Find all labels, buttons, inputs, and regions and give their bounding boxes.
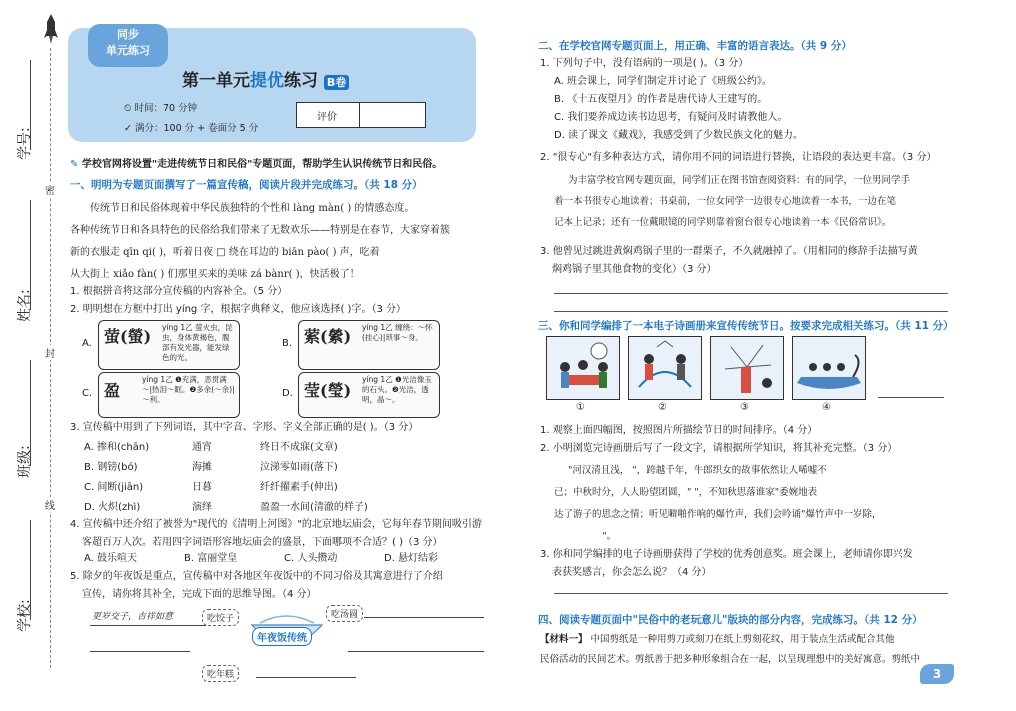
sec2-q2: 2. "很专心"有多种表达方式，请你用不同的词语进行替换，让语段的表达更丰富。（3 分） — [540, 152, 937, 163]
passage-line-4: 从大街上 xiǎo fàn( ) 们那里买来的美味 zá bànr( )，快活极了！ — [70, 269, 360, 280]
sec2-q1-option-b[interactable]: B. 《十五夜望月》的作者是唐代诗人王建写的。 — [554, 94, 768, 105]
q4-option-c[interactable]: C. 人头攒动 — [284, 553, 338, 564]
sec3-q2-line4[interactable]: "。 — [554, 531, 617, 542]
mind-answer-line-4[interactable] — [256, 677, 356, 678]
dict-b-def: yíng 1乙 缠绕：～怀(挂心)|琐事～身。 — [362, 323, 433, 342]
q4-options — [84, 552, 484, 566]
sec2-q3 — [540, 243, 918, 279]
paper-tag: B卷 — [324, 75, 349, 90]
mind-node-dumplings: 吃饺子 — [202, 609, 239, 626]
page-number: 3 — [932, 667, 942, 681]
student-name-label: 姓名: — [17, 289, 33, 322]
q2-passage-line1: 为丰富学校官网专题页面，同学们正在图书馆查阅资料：有的同学，一位男同学手 — [568, 175, 911, 186]
sec2-q1-option-a[interactable]: A. 班会课上，同学们制定并讨论了《班级公约》。 — [554, 76, 773, 87]
title-prefix: 第一单元 — [182, 71, 250, 91]
dict-option-b[interactable] — [282, 320, 442, 368]
picture-4-label: ④ — [822, 402, 831, 413]
picture-3[interactable] — [710, 336, 784, 400]
sec4-title: 四、阅读专题页面中"民俗中的老玩意儿"版块的部分内容，完成练习。（共 12 分） — [538, 614, 923, 626]
q3-row-c[interactable]: C. 间断(jiān) 日暮 纤纤擢素手(伸出) — [84, 482, 338, 493]
time-info — [124, 100, 197, 114]
sec2-q3-answer-line-1[interactable] — [554, 292, 948, 294]
mind-answer-line-1[interactable] — [364, 617, 484, 618]
cut-seal: 封 — [45, 345, 55, 360]
sec3-q3-answer-line-1[interactable] — [554, 592, 948, 594]
sec1-q1: 1. 根据拼音将这部分宣传稿的内容补全。（5 分） — [70, 286, 288, 297]
student-id-label: 学号: — [17, 127, 33, 160]
picture-3-label: ③ — [740, 402, 749, 413]
dict-d-def: yíng 1乙 ❶光洁像玉的石头。❷光洁，透明，晶～。 — [362, 375, 432, 404]
q3-row-d[interactable]: D. 火炽(zhì) 演绎 盈盈一水间(清澈的样子) — [84, 502, 368, 513]
badge-line2: 单元练习 — [106, 44, 150, 57]
dict-c-letter: C. — [82, 388, 93, 399]
q4-option-b[interactable]: B. 富丽堂皇 — [184, 553, 238, 564]
picture-4[interactable] — [792, 336, 866, 400]
picture-2-label: ② — [658, 402, 667, 413]
sec3-title: 三、你和同学编排了一本电子诗画册来宣传传统节日。按要求完成相关练习。（共 11 分） — [538, 320, 954, 332]
school-field[interactable] — [30, 520, 32, 620]
q3-row-a[interactable]: A. 掺和(chān) 通宵 终日不成寐(文章) — [84, 442, 338, 453]
sec3-q3-line1: 3. 你和同学编排的电子诗画册获得了学校的优秀创意奖。班会课上，老师请你即兴发 — [540, 549, 913, 560]
q4-line1: 4. 宣传稿中还介绍了被誉为"现代的《清明上河图》"的北京地坛庙会，它每年春节期间吸引游 — [70, 519, 482, 530]
picture-order-answer-line[interactable] — [878, 396, 944, 398]
eval-field[interactable] — [360, 103, 425, 127]
picture-1[interactable] — [546, 336, 620, 400]
dict-d-letter: D. — [282, 388, 293, 399]
q4-option-a[interactable]: A. 鼓乐喧天 — [84, 553, 138, 564]
school-label: 学校: — [17, 599, 33, 632]
sec2-q1: 1. 下列句子中，没有语病的一项是( )。（3 分） — [540, 58, 749, 69]
dict-option-d[interactable] — [282, 372, 442, 416]
unit-badge — [88, 24, 168, 67]
page-title — [182, 66, 349, 91]
passage-line-3: 新的衣服走 qīn qi( )，听着日夜 □ 绕在耳边的 biān pào( ) 声，吃着 — [70, 247, 380, 258]
evaluation-box — [296, 102, 426, 128]
sec3-q2-passage — [554, 460, 954, 548]
q5-line1: 5. 除夕的年夜饭是重点，宣传稿中对各地区年夜饭中的不同习俗及其寓意进行了介绍 — [70, 571, 443, 582]
tanabata-picture — [629, 337, 701, 399]
sec1-passage — [70, 198, 485, 286]
sec1-q3: 3. 宣传稿中用到了下列词语，其中字音、字形、字义全部正确的是( )。（3 分） — [70, 422, 419, 433]
sec4-material-1 — [540, 630, 950, 670]
student-name-field[interactable] — [30, 200, 32, 310]
dragon-boat-picture — [793, 337, 865, 399]
mind-node-tangyuan: 吃汤圆 — [326, 605, 363, 622]
sec1-q4 — [70, 516, 490, 552]
q5-line2: 宣传，请你将其补全，完成下面的思维导图。（4 分） — [82, 589, 317, 600]
dict-c-def: yíng 1乙 ❶充满，恶贯满～|热泪～眶。❷多余(～余)|～利。 — [142, 375, 235, 404]
mooncake-family-picture — [547, 337, 619, 399]
dict-b-char: 萦(縈) — [304, 327, 352, 346]
sec2-q3-answer-line-2[interactable] — [554, 310, 948, 312]
material-1-label: 【材料一】 — [540, 634, 588, 645]
time-label: 时间：70 分钟 — [134, 103, 198, 114]
sec2-title: 二、在学校官网专题页面上，用正确、丰富的语言表达。（共 9 分） — [538, 40, 852, 52]
title-suffix: 练习 — [284, 71, 318, 91]
score-label: 满分：100 分 + 卷面分 5 分 — [135, 123, 259, 134]
dict-a-letter: A. — [82, 338, 92, 349]
material-1-line2: 民俗活动的民间艺术。剪纸善于把多种形象组合在一起，以呈现理想中的美好寓意。剪纸中 — [540, 654, 921, 665]
pencil-icon: ✎ — [70, 159, 79, 170]
mind-answer-line-3[interactable] — [348, 651, 484, 652]
dict-option-a[interactable] — [82, 320, 242, 368]
picture-2[interactable] — [628, 336, 702, 400]
title-highlight: 提优 — [250, 71, 284, 91]
dict-option-c[interactable] — [82, 372, 242, 416]
sec3-q3 — [540, 546, 913, 582]
sec3-q2-line1[interactable]: "河汉清且浅， "，跨越千年，牛郎织女的故事依然让人唏嘘不 — [568, 465, 827, 476]
score-info — [124, 120, 258, 134]
passage-line-2: 各种传统节日和各具特色的民俗给我们带来了无数欢乐——特别是在春节，大家穿着簇 — [70, 225, 450, 236]
intro-text: ✎ 学校官网将设置"走进传统节日和民俗"专题页面，帮助学生认识传统节日和民俗。 — [70, 159, 443, 170]
q2-passage-line3: 记本上记录；还有一位戴眼镜的同学则靠着窗台很专心地读着一本《民俗常识》。 — [554, 217, 892, 228]
sec3-q2-line3[interactable]: 达了游子的思念之情；听见噼啪作响的爆竹声，我们会吟诵"爆竹声中一岁除， — [554, 509, 882, 520]
sec2-q1-options — [554, 73, 803, 145]
sec1-title: 一、明明为专题页面撰写了一篇宣传稿，阅读片段并完成练习。（共 18 分） — [70, 179, 423, 191]
cut-mi: 密 — [45, 182, 55, 197]
q3-row-b[interactable]: B. 钢镑(bó) 海摊 泣涕零如雨(落下) — [84, 462, 338, 473]
cut-line-label: 线 — [45, 497, 55, 512]
sec2-q1-option-d[interactable]: D. 读了课文《藏戏》，我感受到了少数民族文化的魅力。 — [554, 130, 804, 141]
page-number-badge — [920, 664, 954, 684]
sec2-q3-line1: 3. 他曾见过跳进黄焖鸡锅子里的一群栗子，不久就融掉了。（用相同的修辞手法描写黄 — [540, 246, 918, 257]
sec3-q2: 2. 小明浏览完诗画册后写了一段文字，请根据所学知识，将其补充完整。（3 分） — [540, 443, 898, 454]
dict-b-letter: B. — [282, 338, 293, 349]
mind-center: 年夜饭传统 — [252, 627, 312, 646]
passage-line-1: 传统节日和民俗体现着中华民族独特的个性和 làng màn( ) 的情感态度。 — [90, 203, 415, 214]
sec2-q3-line2: 焖鸡锅子里其他食物的变化）（3 分） — [552, 264, 717, 275]
mind-answer-line-2[interactable] — [90, 651, 190, 652]
sec2-q2-passage — [554, 170, 954, 233]
student-id-field[interactable] — [30, 60, 32, 150]
sec2-q1-option-c[interactable]: C. 我们要养成边读书边思考，有疑问及时请教他人。 — [554, 112, 788, 123]
mind-left-text: 更岁交子，吉祥如意 — [92, 612, 174, 622]
q4-line2: 客超百万人次。若用四字词语形容地坛庙会的盛景，下面哪项不合适？( )（3 分） — [82, 537, 443, 548]
q4-option-d[interactable]: D. 悬灯结彩 — [384, 553, 439, 564]
dict-c-char: 盈 — [104, 381, 121, 400]
mind-map — [86, 603, 486, 703]
sec1-q5 — [70, 568, 490, 604]
sec1-q2: 2. 明明想在方框中打出 yíng 字，根据字典释义，他应该选择( )字。（3 分） — [70, 304, 406, 315]
sec3-q2-line2[interactable]: 已；中秋时分，人人盼望团圆，" "，不知秋思落谁家"委婉地表 — [554, 487, 818, 498]
clock-icon: ⏲ — [124, 103, 132, 114]
binding-margin — [0, 0, 60, 711]
dict-d-char: 莹(瑩) — [304, 381, 352, 400]
picture-strip — [546, 336, 946, 416]
sec3-q1: 1. 观察上面四幅图，按照图片所描绘节日的时间排序。（4 分） — [540, 425, 818, 436]
class-field[interactable] — [30, 360, 32, 466]
mind-node-niangao: 吃年糕 — [202, 665, 239, 682]
picture-1-label: ① — [576, 402, 585, 413]
dict-a-char: 萤(螢) — [104, 327, 152, 346]
q3-options — [84, 438, 484, 518]
sec3-q3-line2: 表获奖感言，你会怎么说？（4 分） — [552, 567, 712, 578]
eval-label: 评价 — [317, 112, 337, 123]
q2-passage-line2: 着一本书很专心地读着；书桌前，一位女同学一边很专心地读着一本书，一边在笔 — [554, 196, 897, 207]
class-label: 班级: — [17, 445, 33, 478]
check-icon: ✓ — [124, 123, 132, 134]
rocket-icon — [44, 14, 58, 44]
badge-line1: 同步 — [117, 28, 139, 41]
material-1-line1: 中国剪纸是一种用剪刀或刻刀在纸上剪刻花纹，用于装点生活或配合其他 — [590, 634, 895, 645]
dict-a-def: yíng 1乙 萤火虫，昆虫，身体黄褐色，腹部有发光器，能发绿色的光。 — [162, 323, 233, 362]
firecracker-picture — [711, 337, 783, 399]
